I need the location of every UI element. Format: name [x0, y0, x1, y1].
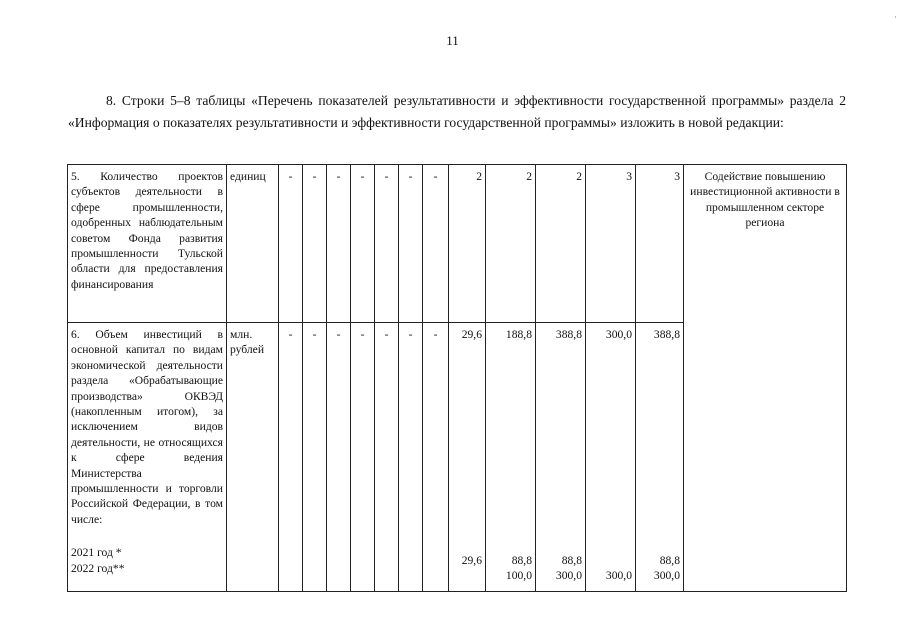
row6-value: 29,6 — [461, 328, 482, 341]
goal-note: Содействие повышению инвестиционной активности в промышленном секторе региона — [684, 165, 847, 592]
margin-mark: · — [894, 12, 897, 22]
row6-value-col — [486, 323, 536, 592]
row5-cell: - — [351, 165, 375, 323]
row6-cell: - — [327, 323, 351, 592]
indicators-table — [67, 164, 847, 592]
row5-cell: - — [279, 165, 303, 323]
row6-cell: - — [303, 323, 327, 592]
sub-value — [589, 553, 632, 568]
sub-value: 88,8 — [561, 554, 582, 567]
sub-label-2021: 2021 год * — [71, 546, 122, 560]
sub-value: 300,0 — [555, 569, 582, 583]
table-row — [68, 165, 847, 323]
row5-unit: единиц — [227, 165, 279, 323]
row5-cell: - — [423, 165, 449, 323]
row6-name-cell — [68, 323, 227, 592]
row6-value: 388,8 — [653, 328, 680, 341]
row6-name: 6. Объем инвестиций в основной капитал по видам экономической деятельности раздела «Обрабатывающие производства» ОКВЭД (накопленным итогом), за исключением видов деятельности, не относящихся к сфере ведения Министерства промышленности и торговли Российской Федерации, в том числе: — [71, 328, 223, 526]
row5-value: 2 — [486, 165, 536, 323]
row6-sub-labels — [71, 545, 223, 576]
intro-paragraph — [68, 90, 846, 134]
row6-value-col — [536, 323, 586, 592]
page-number: 11 — [446, 33, 459, 48]
row6-value: 188,8 — [505, 328, 532, 341]
row6-cell: - — [375, 323, 399, 592]
sub-value: 29,6 — [461, 554, 482, 567]
row5-cell: - — [375, 165, 399, 323]
row6-unit: млн. рублей — [227, 323, 279, 592]
sub-value: 88,8 — [511, 554, 532, 567]
row6-value: 388,8 — [555, 328, 582, 341]
intro-text: 8. Строки 5–8 таблицы «Перечень показателей результативности и эффективности государственной программы» раздела 2 «Информация о показателях результативности и эффективности государственной программы» изложить в новой редакции: — [68, 93, 846, 130]
row6-cell: - — [279, 323, 303, 592]
row5-cell: - — [327, 165, 351, 323]
row6-value-col — [636, 323, 684, 592]
row5-value: 3 — [636, 165, 684, 323]
row5-value: 2 — [449, 165, 486, 323]
row6-value: 300,0 — [605, 328, 632, 341]
row5-value: 3 — [586, 165, 636, 323]
row6-value-col — [586, 323, 636, 592]
sub-value: 88,8 — [659, 554, 680, 567]
sub-value: 300,0 — [653, 569, 680, 583]
row5-value: 2 — [536, 165, 586, 323]
sub-value: 300,0 — [605, 569, 632, 583]
sub-label-2022: 2022 год** — [71, 561, 125, 575]
row5-cell: - — [303, 165, 327, 323]
row6-cell: - — [423, 323, 449, 592]
row6-cell: - — [351, 323, 375, 592]
row6-cell: - — [399, 323, 423, 592]
row5-name: 5. Количество проектов субъектов деятельности в сфере промышленности, одобренных наблюдательным советом Фонда развития промышленности Тульской области для предоставления финансирования — [68, 165, 227, 323]
sub-value: 100,0 — [505, 569, 532, 583]
row6-value-col — [449, 323, 486, 592]
row5-cell: - — [399, 165, 423, 323]
